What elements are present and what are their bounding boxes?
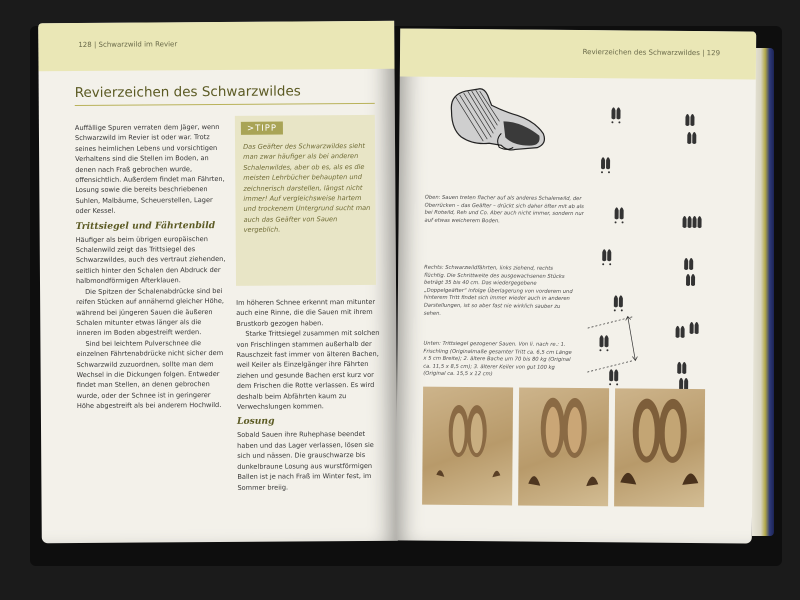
chapter-title: Revierzeichen des Schwarzwildes: [74, 83, 301, 101]
paragraph: Im höheren Schnee erkennt man mitunter auch eine Rinne, die die Sauen mit ihrem Brustkorb gezogen haben.: [236, 297, 376, 328]
track-print: [615, 207, 624, 223]
track-print: [690, 322, 699, 334]
track-print: [614, 295, 623, 311]
intro-paragraph: Auffällige Spuren verraten dem Jäger, wenn Schwarzwild im Revier ist oder war. Trotz seines heimlichen Lebens und vorsichtigen Verhaltens sind die Stellen im Boden, an denen nach Fraß gebrochen wurde, offensichtlich. Außerdem findet man Fährten, Losung sowie die bereits beschriebenen Suhlen, Malbäume, Scheuerstellen, Lager oder Kessel.: [74, 122, 225, 216]
section-heading-losung: Losung: [236, 416, 275, 428]
hoof-print-photo-1: [422, 387, 513, 506]
paragraph: Sind bei leichtem Pulverschnee die einzelnen Fährtenabdrücke nicht sicher dem Schwarzwild zuzuordnen, sollte man dem Wechsel in die Dickungen folgen. Entweder findet man Stellen, an denen gebrochen wurde, oder der Schnee ist in geringerer Höhe abgestreift als bei anderem Hochwild.: [76, 338, 224, 411]
track-print: [611, 107, 620, 123]
stride-measure: [587, 316, 637, 372]
track-print: [687, 132, 696, 144]
right-column: [236, 297, 383, 493]
track-print: [683, 216, 692, 228]
section-heading-trittsiegel: Trittsiegel und Fährtenbild: [75, 219, 216, 232]
hoof-print-photo-2: [518, 388, 609, 507]
tip-label: >TIPP: [241, 122, 283, 135]
running-head-left: 128 | Schwarzwild im Revier: [78, 40, 178, 49]
track-print: [693, 216, 702, 228]
track-print: [609, 369, 618, 385]
track-print: [599, 335, 608, 351]
caption-bottom: Unten: Trittsiegel gezogener Sauen. Von li. nach re.: 1. Frischling (Originalmaße gesamter Tritt ca. 6,5 cm Länge x 5 cm Breite); 2. ältere Bache um 70 bis 80 kg (Original ca. 11,5 x 8,5 cm); 3. älterer Keiler von gut 100 kg (Original ca. 15,5 x 12 cm): [423, 340, 572, 378]
track-diagram: [587, 102, 740, 403]
track-print: [601, 157, 610, 173]
caption-top: Oben: Sauen treten flacher auf als anderes Schalenwild, der Oberrücken – das Geäfter – drückt sich daher öfter mit ab als bei Rotwild, Reh und Co. Aber auch nicht immer, sondern nur auf etwas weicherem Boden.: [424, 194, 584, 225]
paragraph: Häufiger als beim übrigen europäischen Schalenwild zeigt das Trittsiegel des Schwarzwildes, auch des vertraut ziehenden, seitlich hinter den Schalen den Abdruck der halbmondförmigen Afterklauen.: [75, 234, 226, 286]
left-page: [38, 21, 398, 543]
tip-box: [235, 115, 376, 286]
right-page: [396, 28, 756, 543]
track-print: [677, 362, 686, 374]
track-print: [686, 274, 695, 286]
track-print: [684, 258, 693, 270]
left-column: [75, 122, 227, 412]
track-print: [602, 249, 611, 265]
running-head-right: Revierzeichen des Schwarzwildes | 129: [582, 48, 721, 58]
tip-text: Das Geäfter des Schwarzwildes sieht man zwar häufiger als bei anderen Schalenwildes, aber ob es, als es die meisten Lehrbücher behaupten und zeichnerisch darstellen, längst nicht immer! Auf vergleichsweise hartem und trockenem Untergrund sucht man auch das Geäfter von Sauen vergeblich.: [243, 141, 371, 235]
hoof-print-photo-3: [614, 388, 705, 507]
track-print: [676, 326, 685, 338]
caption-right: Rechts: Schwarzwildfährten, links ziehend, rechts flüchtig. Die Schrittweite des ausgewachsenen Stücks beträgt 35 bis 40 cm. Das wiedergegebene „Doppelgeäfter“ infolge Überlagerung von vorderem und hinterem Tritt findet sich immer wieder auch in anderen Darstellungen, ist so aber fast nie wirklich sauber zu sehen.: [423, 264, 573, 317]
hoof-drawing: [443, 85, 554, 170]
track-print: [685, 114, 694, 126]
paragraph: Starke Trittsiegel zusammen mit solchen von Frischlingen stammen außerhalb der Rauschzeit fast immer von älteren Bachen, weil Keiler als Einzelgänger ihre Fährten ziehen und gesunde Bachen erst kurz vor dem Frischen die Rotte verlassen. Es wird deshalb beim Abfährten kaum zu Verwechslungen kommen.: [236, 329, 380, 411]
title-rule: [75, 103, 375, 106]
paragraph: Die Spitzen der Schalenabdrücke sind bei reifen Stücken auf annähernd gleicher Höhe, während bei jüngeren Sauen die äußeren Schalen mitunter etwas länger als die inneren im Boden abgestreift werden.: [76, 286, 225, 338]
paragraph: Sobald Sauen ihre Ruhephase beendet haben und das Lager verlassen, lösen sie sich und nässen. Die grauschwarze bis dunkelbraune Losung aus wurstförmigen Ballen ist je nach Fraß im Winter fest, im Sommer breiig.: [237, 430, 374, 492]
